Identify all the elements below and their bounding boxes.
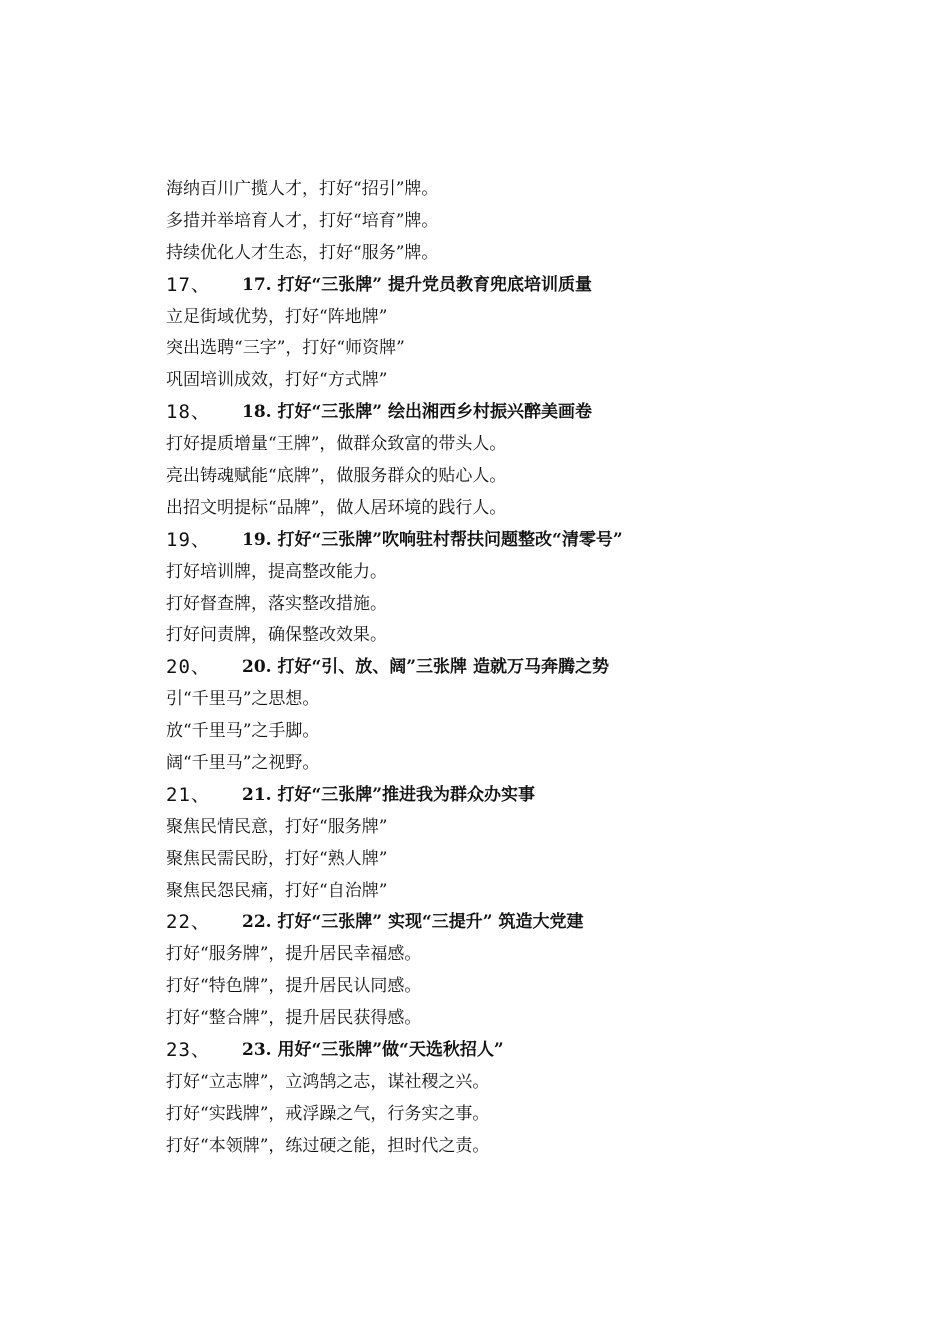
section-21 bbox=[166, 780, 886, 908]
section-item: 立足街域优势，打好“阵地牌” bbox=[166, 306, 388, 327]
section-number: 21、 bbox=[166, 783, 211, 806]
section-number: 19、 bbox=[166, 528, 211, 551]
section-heading bbox=[166, 397, 886, 429]
section-item: 打好“立志牌”，立鸿鹄之志，谋社稷之兴。 bbox=[166, 1071, 490, 1092]
section-item: 打好“整合牌”，提升居民获得感。 bbox=[166, 1008, 422, 1029]
section-item: 出招文明提标“品牌”，做人居环境的践行人。 bbox=[166, 497, 507, 518]
section-item: 打好“特色牌”，提升居民认同感。 bbox=[166, 976, 422, 997]
intro-line: 持续优化人才生态，打好“服务”牌。 bbox=[166, 242, 439, 263]
section-number: 18、 bbox=[166, 401, 211, 424]
section-title: 18. 打好“三张牌” 绘出湘西乡村振兴醉美画卷 bbox=[242, 402, 592, 423]
section-title: 20. 打好“引、放、阔”三张牌 造就万马奔腾之势 bbox=[242, 657, 609, 678]
section-22 bbox=[166, 907, 886, 1035]
section-item: 打好“本领牌”，练过硬之能，担时代之责。 bbox=[166, 1135, 490, 1156]
section-item: 打好问责牌，确保整改效果。 bbox=[166, 625, 387, 646]
intro-line: 海纳百川广揽人才，打好“招引”牌。 bbox=[166, 179, 439, 199]
section-number: 23、 bbox=[166, 1039, 211, 1062]
section-20 bbox=[166, 652, 886, 780]
section-heading bbox=[166, 270, 886, 302]
section-item: 突出选聘“三字”，打好“师资牌” bbox=[166, 338, 405, 359]
section-item: 打好“实践牌”，戒浮躁之气，行务实之事。 bbox=[166, 1103, 490, 1124]
section-number: 22、 bbox=[166, 911, 211, 934]
section-heading bbox=[166, 907, 886, 939]
section-number: 20、 bbox=[166, 656, 211, 679]
section-heading bbox=[166, 1035, 886, 1067]
section-heading bbox=[166, 652, 886, 684]
section-item: 打好培训牌，提高整改能力。 bbox=[166, 561, 387, 582]
section-heading bbox=[166, 525, 886, 557]
section-item: 聚焦民需民盼，打好“熟人牌” bbox=[166, 848, 388, 869]
section-item: 巩固培训成效，打好“方式牌” bbox=[166, 370, 388, 391]
section-title: 22. 打好“三张牌” 实现“三提升” 筑造大党建 bbox=[242, 912, 584, 933]
section-item: 阔“千里马”之视野。 bbox=[166, 753, 320, 774]
section-item: 聚焦民情民意，打好“服务牌” bbox=[166, 816, 388, 837]
section-17 bbox=[166, 270, 886, 398]
section-18 bbox=[166, 397, 886, 525]
section-19 bbox=[166, 525, 886, 653]
section-item: 打好“服务牌”，提升居民幸福感。 bbox=[166, 944, 422, 965]
section-23 bbox=[166, 1035, 886, 1163]
section-title: 23. 用好“三张牌”做“天选秋招人” bbox=[242, 1040, 504, 1061]
section-title: 17. 打好“三张牌” 提升党员教育兜底培训质量 bbox=[242, 274, 592, 295]
section-item: 打好督查牌，落实整改措施。 bbox=[166, 593, 387, 614]
document-body bbox=[166, 174, 886, 1163]
section-item: 引“千里马”之思想。 bbox=[166, 689, 320, 710]
section-heading bbox=[166, 780, 886, 812]
intro-line: 多措并举培育人才，打好“培育”牌。 bbox=[166, 210, 439, 231]
section-item: 放“千里马”之手脚。 bbox=[166, 721, 320, 742]
section-title: 21. 打好“三张牌”推进我为群众办实事 bbox=[242, 784, 536, 805]
section-number: 17、 bbox=[166, 273, 211, 296]
section-item: 聚焦民怨民痛，打好“自治牌” bbox=[166, 880, 388, 901]
section-item: 打好提质增量“王牌”，做群众致富的带头人。 bbox=[166, 434, 507, 455]
section-item: 亮出铸魂赋能“底牌”，做服务群众的贴心人。 bbox=[166, 466, 507, 487]
section-title: 19. 打好“三张牌”吹响驻村帮扶问题整改“清零号” bbox=[242, 529, 623, 550]
